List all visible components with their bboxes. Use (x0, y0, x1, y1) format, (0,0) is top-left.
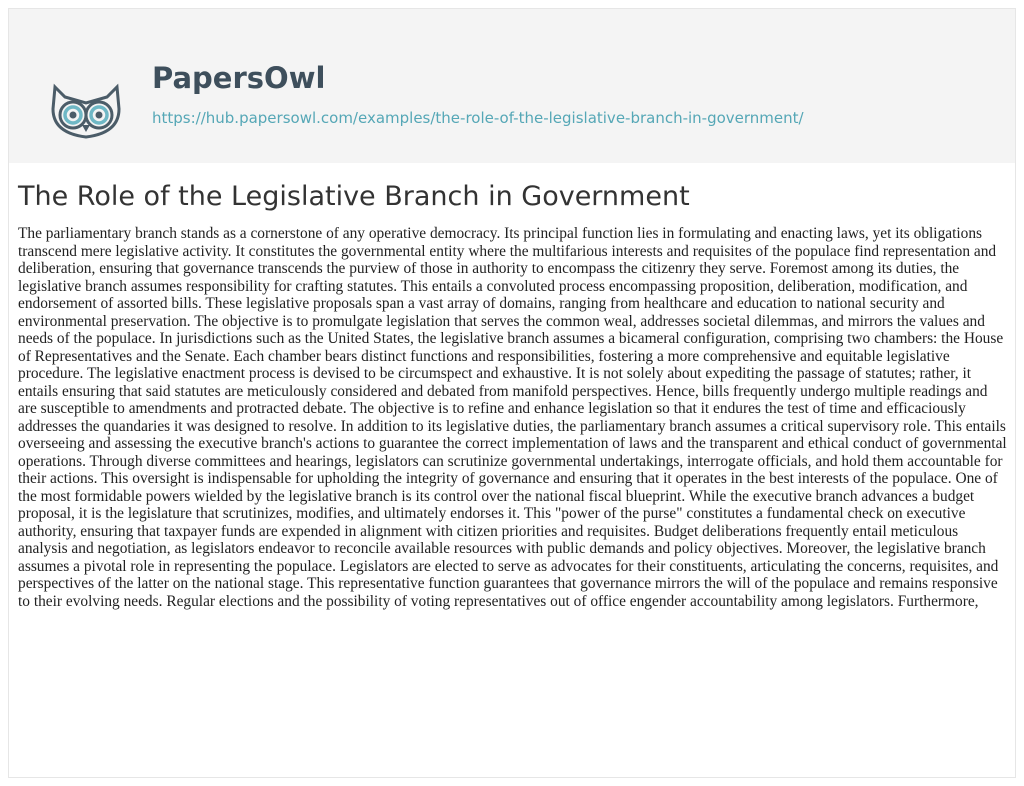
document-title: The Role of the Legislative Branch in Government (18, 181, 690, 212)
owl-logo-icon (45, 79, 127, 141)
brand-name[interactable]: PapersOwl (152, 61, 326, 95)
site-header (9, 9, 1015, 163)
document-page (8, 8, 1016, 778)
source-url-link[interactable]: https://hub.papersowl.com/examples/the-role-of-the-legislative-branch-in-government/ (152, 109, 804, 127)
document-body: The parliamentary branch stands as a cornerstone of any operative democracy. Its principal function lies in formulating and enacting laws, yet its obligations transcend mere legislative activity. It constitutes the governmental entity where the multifarious interests and requisites of the populace find representation and deliberation, ensuring that governance transcends the purview of those in authority to encompass the citizenry they serve. Foremost among its duties, the legislative branch assumes responsibility for crafting statutes. This entails a convoluted process encompassing proposition, deliberation, modification, and endorsement of assorted bills. These legislative proposals span a vast array of domains, ranging from healthcare and education to national security and environmental preservation. The objective is to promulgate legislation that serves the common weal, addresses societal dilemmas, and mirrors the values and needs of the populace. In jurisdictions such as the United States, the legislative branch assumes a bicameral configuration, comprising two chambers: the House of Representatives and the Senate. Each chamber bears distinct functions and responsibilities, fostering a more comprehensive and equitable legislative procedure. The legislative enactment process is devised to be circumspect and exhaustive. It is not solely about expediting the passage of statutes; rather, it entails ensuring that said statutes are meticulously considered and debated from manifold perspectives. Hence, bills frequently undergo multiple readings and are susceptible to amendments and protracted debate. The objective is to refine and enhance legislation so that it endures the test of time and efficaciously addresses the quandaries it was designed to resolve. In addition to its legislative duties, the parliamentary branch assumes a critical supervisory role. This entails overseeing and assessing the executive branch's actions to guarantee the correct implementation of laws and the transparent and ethical conduct of governmental operations. Through diverse committees and hearings, legislators can scrutinize governmental undertakings, interrogate officials, and hold them accountable for their actions. This oversight is indispensable for upholding the integrity of governance and ensuring that it operates in the best interests of the populace. One of the most formidable powers wielded by the legislative branch is its control over the national fiscal blueprint. While the executive branch advances a budget proposal, it is the legislature that scrutinizes, modifies, and ultimately endorses it. This "power of the purse" constitutes a fundamental check on executive authority, ensuring that taxpayer funds are expended in alignment with citizen priorities and requisites. Budget deliberations frequently entail meticulous analysis and negotiation, as legislators endeavor to reconcile available resources with public demands and policy objectives. Moreover, the legislative branch assumes a pivotal role in representing the populace. Legislators are elected to serve as advocates for their constituents, articulating the concerns, requisites, and perspectives of the latter on the national stage. This representative function guarantees that governance mirrors the will of the populace and remains responsive to their evolving needs. Regular elections and the possibility of voting representatives out of office engender accountability among legislators. Furthermore, (18, 225, 1007, 610)
